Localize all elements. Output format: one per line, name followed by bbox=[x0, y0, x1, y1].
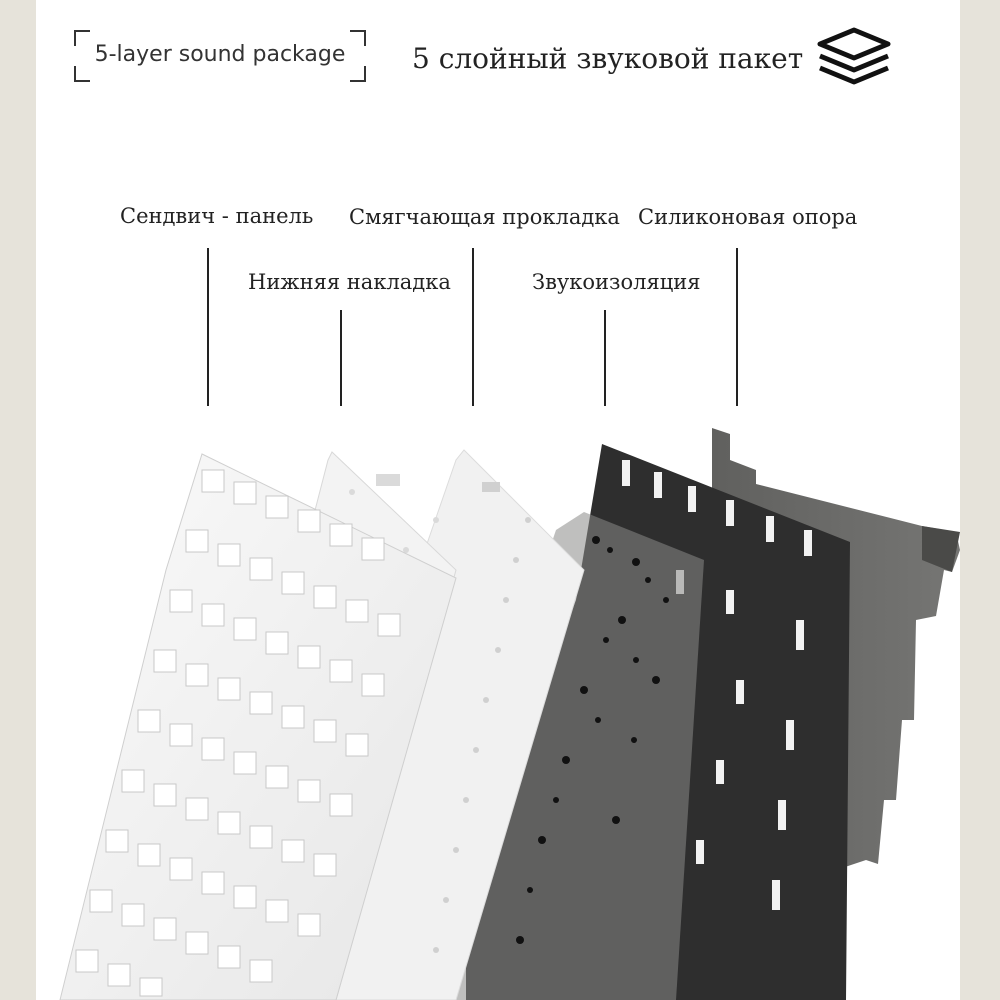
leader-line bbox=[207, 248, 209, 406]
leader-line bbox=[604, 310, 606, 406]
header-title-en: 5-layer sound package bbox=[94, 42, 346, 67]
label-sandwich-panel: Сендвич - панель bbox=[120, 204, 314, 228]
exploded-layers-illustration bbox=[36, 420, 960, 1000]
leader-line bbox=[472, 248, 474, 406]
label-sound-insulation: Звукоизоляция bbox=[532, 270, 701, 294]
corner-bracket bbox=[74, 66, 90, 82]
label-bottom-pad: Нижняя накладка bbox=[248, 270, 451, 294]
content-panel bbox=[36, 0, 960, 1000]
header-badge bbox=[74, 30, 366, 82]
leader-line bbox=[736, 248, 738, 406]
label-softening-gasket: Смягчающая прокладка bbox=[349, 205, 620, 229]
layers-icon bbox=[814, 26, 894, 90]
header-title-ru: 5 слойный звуковой пакет bbox=[412, 42, 804, 75]
corner-bracket bbox=[350, 66, 366, 82]
label-silicone-support: Силиконовая опора bbox=[638, 205, 858, 229]
leader-line bbox=[340, 310, 342, 406]
